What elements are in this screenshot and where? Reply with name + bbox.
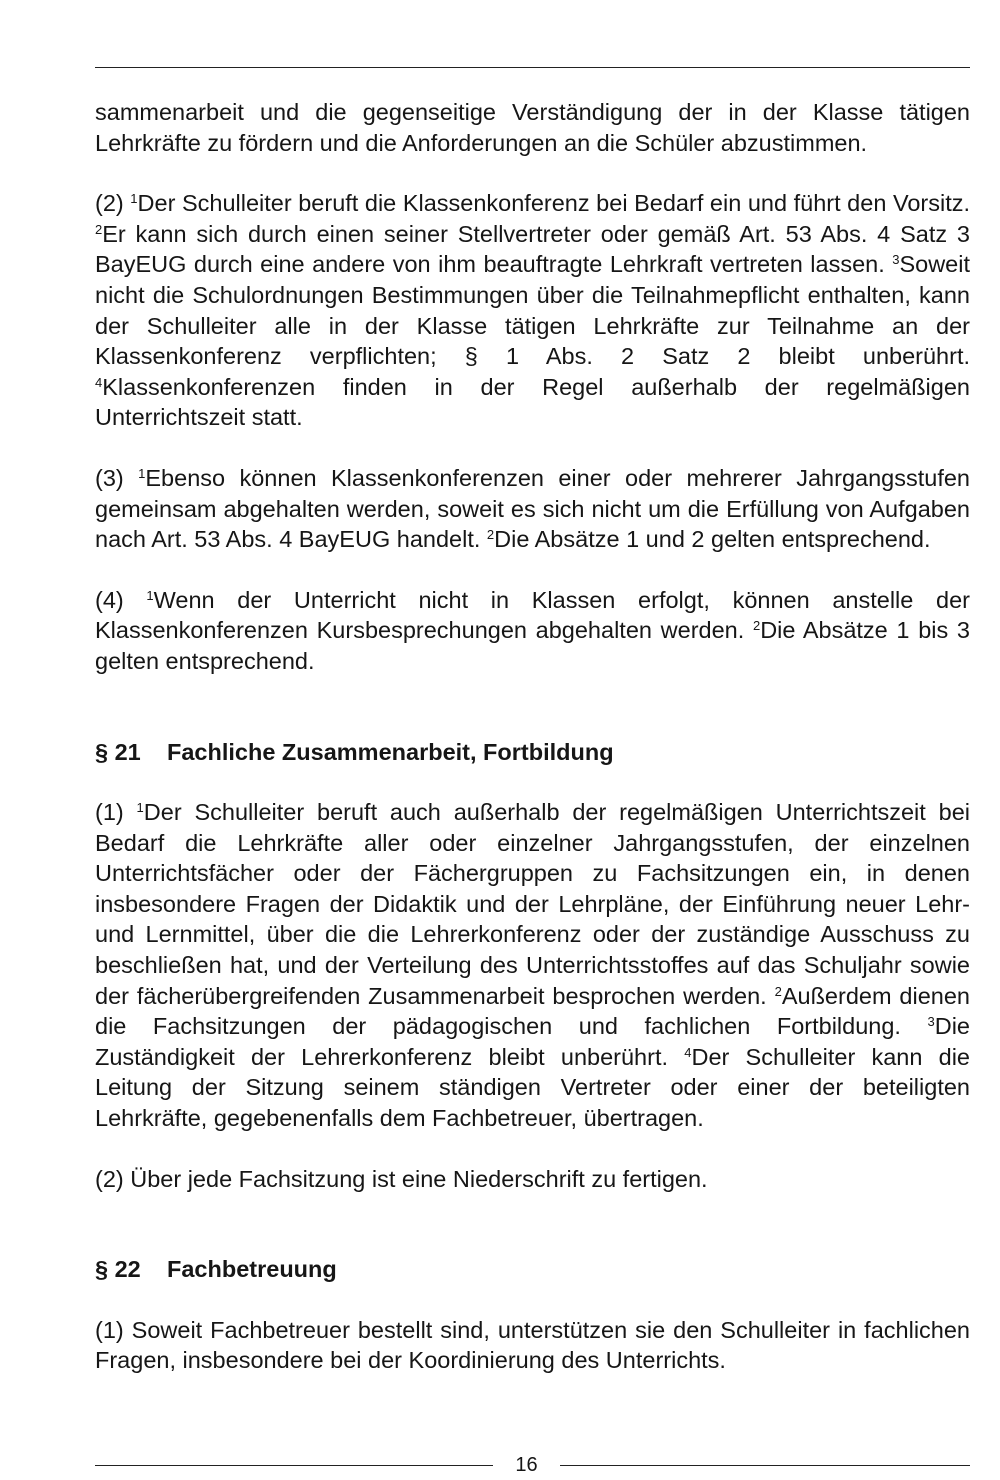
sentence: Der Schulleiter kann die Leitung der Sitzung seinem ständigen Vertreter oder einer der beteiligten Lehrkräfte, gegebenenfalls dem Fachbetreuer, übertragen. [95,1043,971,1132]
section-title: Fachbetreuung [167,1256,337,1283]
sentence: Außerdem dienen die Fachsitzungen der pädagogischen und fachlichen Fortbildung. [95,982,970,1040]
sentence: Soweit nicht die Schulordnungen Bestimmungen über die Teilnahmepflicht enthalten, kann der Schulleiter alle in der Klasse tätigen Lehrkräfte zur Teilnahme an der Klassenkonferenz verpflichten; § 1 Abs. 2 Satz 2 bleibt unberührt. [95,251,970,370]
page-body [95,97,970,1376]
section-21-heading [95,737,970,768]
sentence-marker-2: 2 [774,983,782,999]
top-rule [95,67,970,68]
paragraph-label: (1) [95,799,137,826]
sentence-marker-1: 1 [146,587,154,603]
sentence: Wenn der Unterricht nicht in Klassen erfolgt, können anstelle der Klassenkonferenzen Kursbesprechungen abgehalten werden. [95,586,970,644]
sentence-marker-1: 1 [130,191,138,207]
paragraph-text: (2) Über jede Fachsitzung ist eine Niederschrift zu fertigen. [95,1165,708,1192]
sentence-marker-2: 2 [752,618,761,634]
sentence: Klassenkonferenzen finden in der Regel außerhalb der regelmäßigen Unterrichtszeit statt. [95,373,970,431]
page-number: 16 [515,1454,538,1476]
footer-rule-left [95,1465,493,1466]
sentence: Die Zuständigkeit der Lehrerkonferenz bleibt unberührt. [95,1013,970,1070]
paragraph-21-2 [95,1164,970,1195]
paragraph-label: (3) [95,464,139,491]
sentence-marker-2: 2 [486,527,495,543]
paragraph-20-4 [95,585,970,677]
sentence: Die Absätze 1 und 2 gelten entsprechend. [494,526,931,553]
section-number: § 21 [95,738,141,765]
paragraph-label: (4) [95,586,147,613]
sentence-marker-3: 3 [927,1014,935,1030]
continuation-paragraph [95,97,970,158]
sentence-marker-4: 4 [684,1044,692,1060]
sentence-marker-1: 1 [138,465,146,481]
paragraph-22-1 [95,1315,970,1376]
paragraph-21-1 [95,797,970,1134]
sentence: Die Absätze 1 bis 3 gelten entsprechend. [95,617,970,674]
paragraph-20-2 [95,188,970,433]
paragraph-label: (2) [95,190,131,217]
continuation-text: sammenarbeit und die gegenseitige Verständigung der in der Klasse tätigen Lehrkräfte zu fördern und die Anforderungen an die Schüler abzustimmen. [95,99,970,156]
sentence-marker-2: 2 [95,221,103,237]
paragraph-20-3 [95,463,970,555]
section-number: § 22 [95,1256,141,1283]
sentence: Er kann sich durch einen seiner Stellvertreter oder gemäß Art. 53 Abs. 4 Satz 3 BayEUG durch eine andere von ihm beauftragte Lehrkraft vertreten lassen. [95,220,970,278]
sentence-marker-1: 1 [136,800,144,816]
section-22-heading [95,1254,970,1285]
footer-rule-right [560,1465,970,1466]
sentence: Der Schulleiter beruft die Klassenkonferenz bei Bedarf ein und führt den Vorsitz. [137,190,971,217]
section-title: Fachliche Zusammenarbeit, Fortbildung [167,738,614,765]
sentence-marker-3: 3 [892,252,900,268]
sentence: Der Schulleiter beruft auch außerhalb der regelmäßigen Unterrichtszeit bei Bedarf die Lehrkräfte aller oder einzelner Jahrgangsstufen, der einzelnen Unterrichtsfächer oder der Fächergruppen zu Fachsitzungen ein, in denen insbesondere Fragen der Didaktik und der Lehrpläne, der Einführung neuer Lehr- und Lernmittel, über die die Lehrerkonferenz oder der zuständige Ausschuss zu beschließen hat, und der Verteilung des Unterrichtsstoffes auf das Schuljahr sowie der fächerübergreifenden Zusammenarbeit besprochen werden. [95,799,970,1009]
sentence: Ebenso können Klassenkonferenzen einer oder mehrerer Jahrgangsstufen gemeinsam abgehalten werden, soweit es sich nicht um die Erfüllung von Aufgaben nach Art. 53 Abs. 4 BayEUG handelt. [95,464,970,553]
paragraph-text: (1) Soweit Fachbetreuer bestellt sind, unterstützen sie den Schulleiter in fachlichen Fragen, insbesondere bei der Koordinierung des Unterrichts. [95,1316,970,1374]
sentence-marker-4: 4 [95,374,103,390]
